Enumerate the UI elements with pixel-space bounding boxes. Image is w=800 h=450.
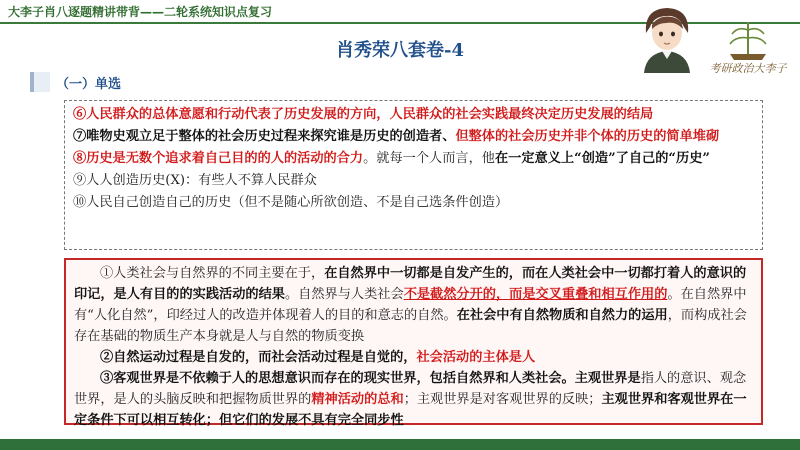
list-item: [73, 192, 754, 214]
list-item: [73, 104, 754, 126]
para-3-text: 指人的意识、观念世界，是人的头脑反映和把握物质世界的: [74, 371, 747, 407]
avatar-illustration: [638, 3, 696, 73]
para-3-highlight: 精神活动的总和: [311, 392, 404, 407]
para-1-highlight: 不是截然分开的，而是交叉重叠和相互作用的: [403, 287, 668, 302]
item-8-bold: 在一定意义上“创造”了自己的“历史”: [495, 151, 710, 166]
item-6-text: ⑥人民群众的总体意愿和行动代表了历史发展的方向，人民群众的社会实践最终决定历史发展的结局: [73, 107, 654, 122]
item-8-text: 。就每一个人而言，他: [363, 151, 495, 166]
logo-text: 考研政治大李子: [709, 62, 787, 75]
item-7-highlight: 但整体的社会历史并非个体的历史的简单堆砌: [455, 129, 720, 144]
paragraph: [74, 368, 753, 431]
item-9-text: ⑨人人创造历史(X)：有些人不算人民群众: [73, 173, 317, 188]
para-1-intro: ①人类社会与自然界的不同主要在于，: [100, 266, 325, 281]
para-3-bold: ③客观世界是不依赖于人的思想意识而存在的现实世界，包括自然界和人类社会。主观世界是: [100, 371, 641, 386]
para-1-text: 。自然界与人类社会: [285, 287, 404, 302]
para-3-text-2: ；主观世界是对客观世界的反映；: [403, 392, 602, 407]
paragraph: [74, 347, 753, 368]
item-10-text: ⑩人民自己创造自己的历史（但不是随心所欲创造、不是自己选条件创造）: [73, 195, 509, 210]
item-7-text: ⑦唯物史观立足于整体的社会历史过程来探究谁是历史的创造者、: [73, 129, 456, 144]
paragraph: [74, 263, 753, 347]
footer-bar: [0, 439, 800, 450]
item-8-highlight: 历史是无数个追求着自己目的的人的活动的合力: [86, 151, 364, 166]
summary-box: [64, 100, 763, 250]
para-1-text-2: 。在自然界中有“人化自然”，印经过人的改造并体现着人的目的和意志的自然。: [74, 287, 747, 323]
section-marker: [30, 72, 50, 92]
section-label: （一）单选: [56, 76, 122, 92]
para-3-bold-2: 主观世界和客观世界在一定条件下可以相互转化；但它们的发展不具有完全同步性: [74, 392, 747, 428]
para-1-bold: 在自然界中一切都是自发产生的，而在人类社会中一切都打着人的意识的印记，是人有目的的实践活动的结果: [74, 266, 747, 302]
list-item: [73, 170, 754, 192]
para-1-text-3: ，而构成社会存在基础的物质生产本身就是人与自然的物质变换: [74, 308, 747, 344]
para-2-highlight: 社会活动的主体是人: [416, 350, 536, 365]
section-heading: [30, 72, 121, 92]
para-2-bold: ②自然运动过程是自发的，而社会活动过程是自觉的，: [100, 350, 417, 365]
list-item: [73, 148, 754, 170]
para-1-bold-2: 在社会中有自然物质和自然力的运用: [456, 308, 668, 323]
explanation-box: [64, 258, 763, 428]
item-8-marker: ⑧: [73, 151, 87, 166]
list-item: [73, 126, 754, 148]
brand-logo: [700, 18, 796, 76]
slide-title: 肖秀荣八套卷-4: [336, 40, 464, 61]
header-title: 大李子肖八逐题精讲带背——二轮系统知识点复习: [8, 5, 273, 19]
